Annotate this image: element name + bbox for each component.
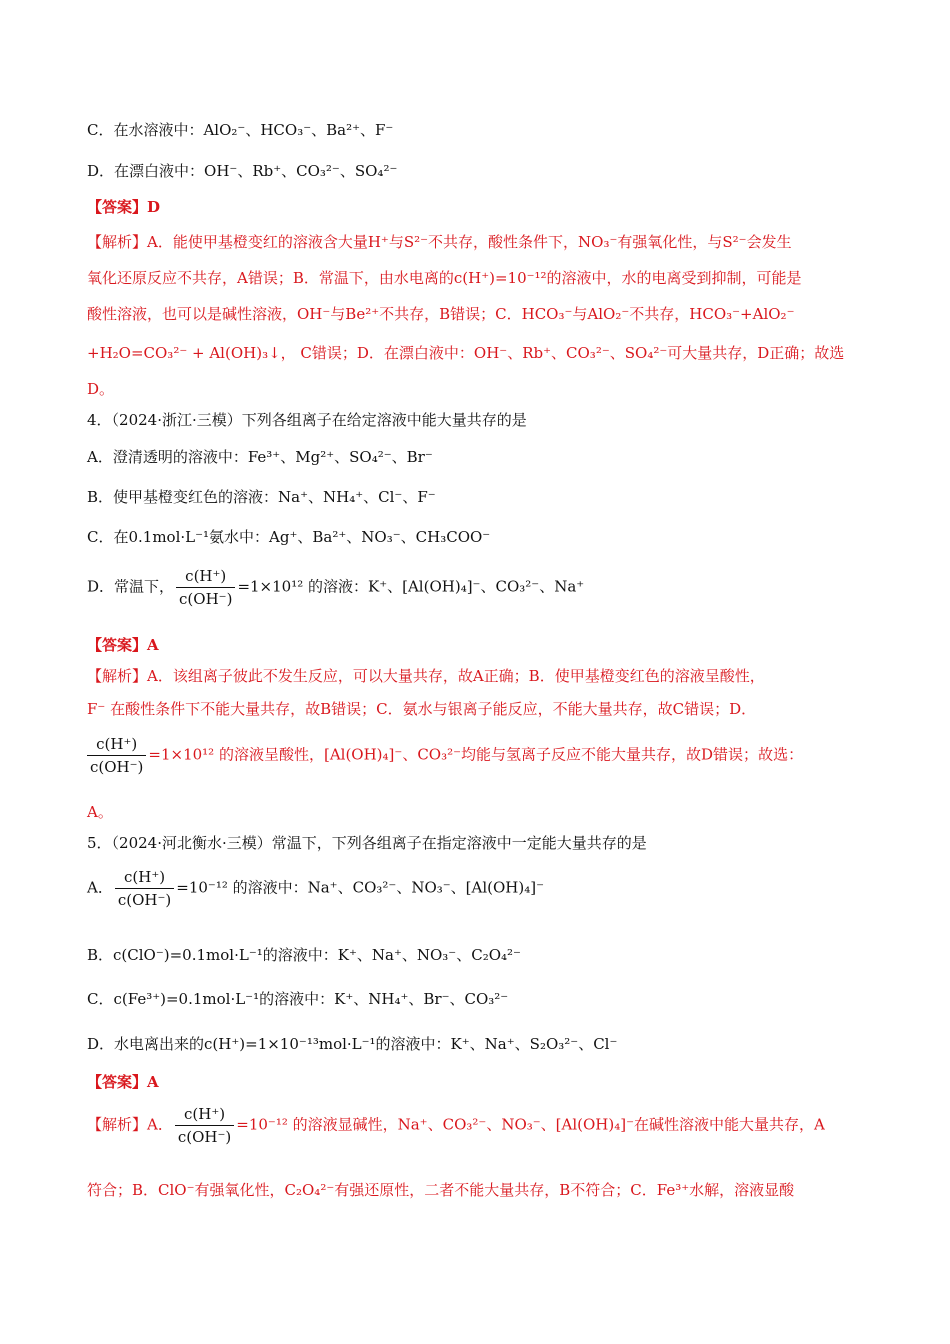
ratio-fraction — [115, 866, 174, 911]
q4-option-d-suffix: =1×10¹² 的溶液：K⁺、[Al(OH)₄]⁻、CO₃²⁻、Na⁺ — [237, 577, 585, 596]
q4-explanation-4: A。 — [87, 803, 113, 821]
fraction-numerator: c(H⁺) — [176, 565, 235, 588]
q5-stem: 5．（2024·河北衡水·三模）常温下，下列各组离子在指定溶液中一定能大量共存的是 — [87, 834, 647, 852]
q4-option-c: C．在0.1mol·L⁻¹氨水中：Ag⁺、Ba²⁺、NO₃⁻、CH₃COO⁻ — [87, 528, 491, 546]
ratio-fraction — [176, 565, 235, 610]
q4-option-a: A．澄清透明的溶液中：Fe³⁺、Mg²⁺、SO₄²⁻、Br⁻ — [87, 448, 433, 466]
q3-explanation-3: 酸性溶液，也可以是碱性溶液，OH⁻与Be²⁺不共存，B错误；C．HCO₃⁻与AlO₂⁻不共存，HCO₃⁻+AlO₂⁻ — [87, 305, 795, 323]
q5-explanation-2: 符合；B．ClO⁻有强氧化性，C₂O₄²⁻有强还原性，二者不能大量共存，B不符合；C．Fe³⁺水解，溶液显酸 — [87, 1181, 795, 1199]
q4-option-d-prefix: D．常温下， — [87, 577, 175, 596]
q5-option-d: D．水电离出来的c(H⁺)=1×10⁻¹³mol·L⁻¹的溶液中：K⁺、Na⁺、S₂O₃²⁻、Cl⁻ — [87, 1035, 618, 1053]
fraction-denominator: c(OH⁻) — [179, 590, 233, 608]
ratio-fraction — [175, 1103, 234, 1148]
q3-option-c: C．在水溶液中：AlO₂⁻、HCO₃⁻、Ba²⁺、F⁻ — [87, 121, 394, 139]
fraction-denominator: c(OH⁻) — [177, 1128, 232, 1146]
q4-explanation-1: 【解析】A．该组离子彼此不发生反应，可以大量共存，故A正确；B．使甲基橙变红色的溶液呈酸性， — [87, 667, 765, 685]
q4-option-b: B．使甲基橙变红色的溶液：Na⁺、NH₄⁺、Cl⁻、F⁻ — [87, 488, 436, 506]
q5-answer: 【答案】A — [87, 1073, 159, 1091]
q4-answer: 【答案】A — [87, 636, 159, 654]
q4-stem: 4．（2024·浙江·三模）下列各组离子在给定溶液中能大量共存的是 — [87, 411, 527, 429]
q3-explanation-5: D。 — [87, 380, 115, 398]
q3-explanation-4: +H₂O=CO₃²⁻ + Al(OH)₃↓， C错误；D．在漂白液中：OH⁻、Rb⁺、CO₃²⁻、SO₄²⁻可大量共存，D正确；故选 — [87, 344, 845, 362]
q4-explanation-2: F⁻ 在酸性条件下不能大量共存，故B错误；C．氨水与银离子能反应，不能大量共存，故C错误；D． — [87, 700, 757, 718]
fraction-numerator: c(H⁺) — [115, 866, 174, 889]
q3-answer: 【答案】D — [87, 198, 161, 216]
q5-option-a-prefix: A． — [87, 878, 113, 897]
q5-option-c: C．c(Fe³⁺)=0.1mol·L⁻¹的溶液中：K⁺、NH₄⁺、Br⁻、CO₃²⁻ — [87, 990, 509, 1008]
q4-explanation-3 — [87, 733, 870, 778]
q5-explanation-1 — [87, 1103, 870, 1148]
q5-option-a — [87, 866, 870, 911]
q4-option-d — [87, 565, 870, 610]
fraction-denominator: c(OH⁻) — [90, 758, 144, 776]
q5-option-b: B．c(ClO⁻)=0.1mol·L⁻¹的溶液中：K⁺、Na⁺、NO₃⁻、C₂O₄²⁻ — [87, 946, 521, 964]
q5-explanation-1-prefix: 【解析】A． — [87, 1115, 173, 1134]
q3-explanation-1: 【解析】A．能使甲基橙变红的溶液含大量H⁺与S²⁻不共存，酸性条件下，NO₃⁻有强氧化性，与S²⁻会发生 — [87, 233, 792, 251]
q5-explanation-1-suffix: =10⁻¹² 的溶液显碱性，Na⁺、CO₃²⁻、NO₃⁻、[Al(OH)₄]⁻在碱性溶液中能大量共存，A — [236, 1115, 825, 1134]
q3-explanation-2: 氧化还原反应不共存，A错误；B．常温下，由水电离的c(H⁺)=10⁻¹²的溶液中，水的电离受到抑制，可能是 — [87, 269, 802, 287]
fraction-denominator: c(OH⁻) — [117, 891, 172, 909]
q3-option-d: D．在漂白液中：OH⁻、Rb⁺、CO₃²⁻、SO₄²⁻ — [87, 162, 398, 180]
fraction-numerator: c(H⁺) — [87, 733, 146, 756]
ratio-fraction — [87, 733, 146, 778]
q4-explanation-3-suffix: =1×10¹² 的溶液呈酸性，[Al(OH)₄]⁻、CO₃²⁻均能与氢离子反应不能大量共存，故D错误；故选： — [148, 745, 804, 764]
fraction-numerator: c(H⁺) — [175, 1103, 234, 1126]
q5-option-a-suffix: =10⁻¹² 的溶液中：Na⁺、CO₃²⁻、NO₃⁻、[Al(OH)₄]⁻ — [176, 878, 545, 897]
